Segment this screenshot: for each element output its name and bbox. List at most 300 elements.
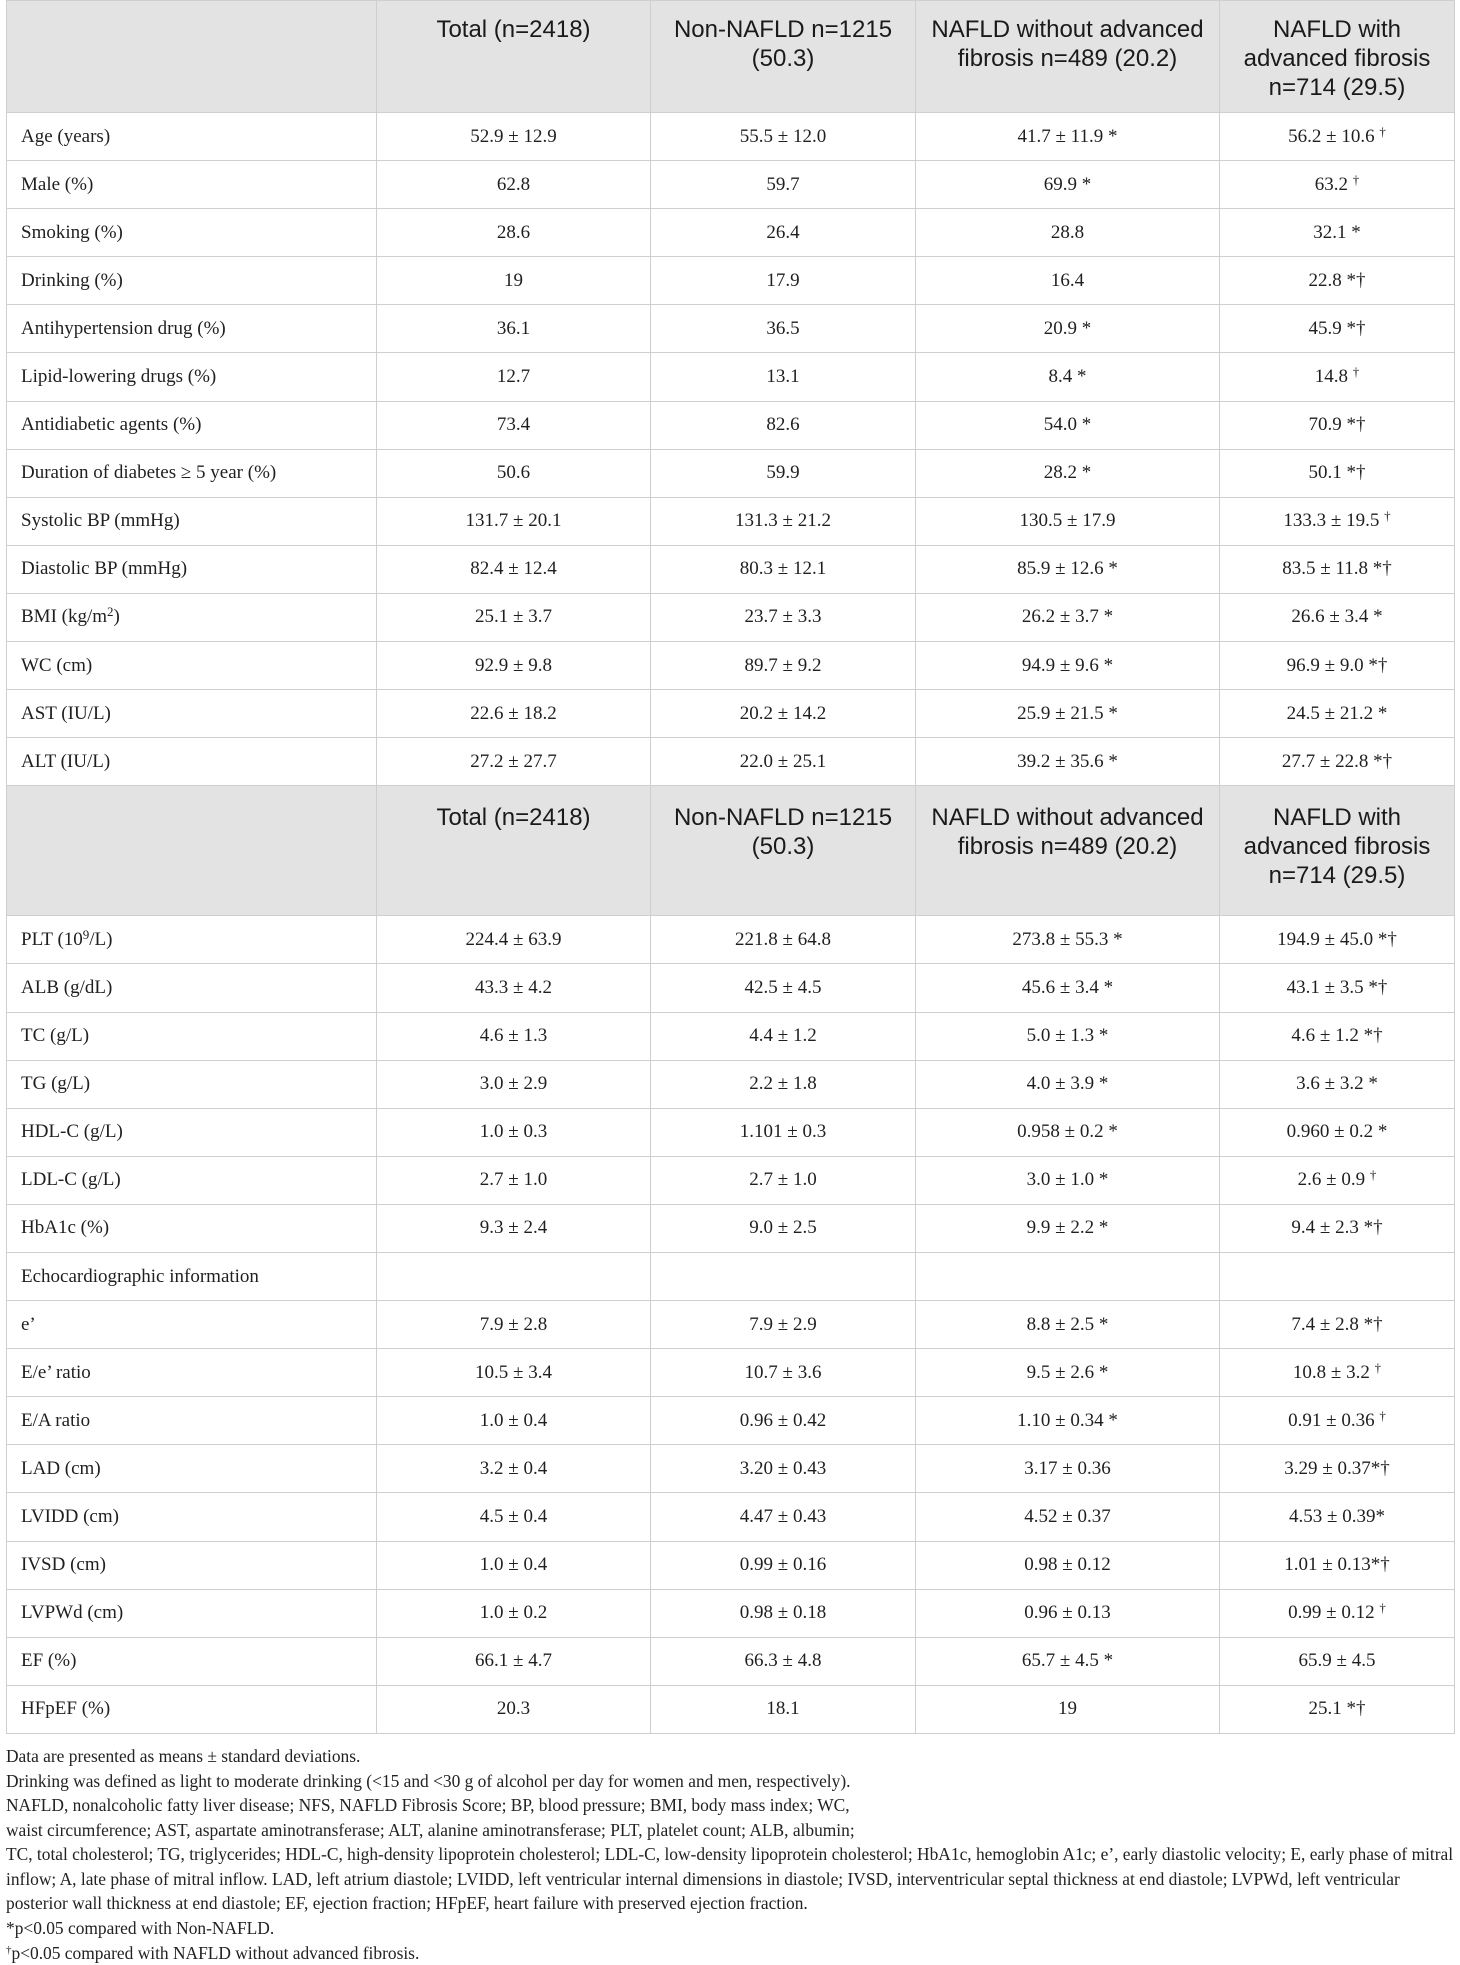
cell-non-nafld-value: 82.6 xyxy=(766,414,800,436)
table-row xyxy=(7,1349,1455,1397)
cell-nafld-with-fibrosis xyxy=(1220,1637,1455,1685)
cell-non-nafld-value: 13.1 xyxy=(766,366,800,388)
cell-total xyxy=(377,1397,651,1445)
cell-non-nafld xyxy=(651,1108,916,1156)
cell-nafld-with-fibrosis xyxy=(1220,1204,1455,1252)
cell-nafld-with-fibrosis-value: 9.4 ± 2.3 *† xyxy=(1291,1217,1383,1239)
cell-total xyxy=(377,642,651,690)
cell-nafld-without-fibrosis xyxy=(916,1589,1220,1637)
cell-total xyxy=(377,593,651,641)
cell-nafld-without-fibrosis xyxy=(916,449,1220,497)
cell-non-nafld xyxy=(651,964,916,1012)
cell-total xyxy=(377,497,651,545)
row-label xyxy=(7,1445,377,1493)
footnote-line: waist circumference; AST, aspartate aminotransferase; ALT, alanine aminotransferase; PLT, platelet count; ALB, albumin; xyxy=(6,1819,855,1840)
cell-nafld-without-fibrosis xyxy=(916,305,1220,353)
cell-nafld-without-fibrosis-value: 20.9 * xyxy=(1043,317,1092,339)
cell-non-nafld-value: 2.2 ± 1.8 xyxy=(749,1073,817,1095)
row-label xyxy=(7,1204,377,1252)
row-label xyxy=(7,449,377,497)
table-row xyxy=(7,497,1455,545)
row-label-text: ALT (IU/L) xyxy=(21,750,111,772)
cell-nafld-without-fibrosis xyxy=(916,1301,1220,1349)
cell-nafld-with-fibrosis xyxy=(1220,593,1455,641)
cell-nafld-without-fibrosis-value: 19 xyxy=(1058,1698,1077,1720)
cell-nafld-without-fibrosis xyxy=(916,1108,1220,1156)
cell-nafld-with-fibrosis xyxy=(1220,449,1455,497)
cell-non-nafld-value: 18.1 xyxy=(766,1698,800,1720)
row-label xyxy=(7,1397,377,1445)
table-row xyxy=(7,161,1455,209)
cell-nafld-without-fibrosis xyxy=(916,209,1220,257)
cell-non-nafld-value: 59.7 xyxy=(766,173,800,195)
table-row xyxy=(7,1156,1455,1204)
cell-total-value: 12.7 xyxy=(496,366,531,388)
cell-non-nafld xyxy=(651,161,916,209)
footnote-star: *p<0.05 compared with Non-NAFLD. xyxy=(6,1918,275,1939)
cell-total xyxy=(377,1685,651,1733)
cell-nafld-with-fibrosis-value: 70.9 *† xyxy=(1308,414,1366,436)
table-row xyxy=(7,353,1455,401)
table-row xyxy=(7,1397,1455,1445)
cell-non-nafld xyxy=(651,1541,916,1589)
cell-non-nafld-value: 3.20 ± 0.43 xyxy=(739,1457,827,1479)
row-label-text: Drinking (%) xyxy=(21,269,123,291)
cell-nafld-with-fibrosis-value: 32.1 * xyxy=(1313,221,1361,243)
cell-total xyxy=(377,1541,651,1589)
table-header-row xyxy=(7,1,1455,113)
cell-nafld-without-fibrosis-value: 54.0 * xyxy=(1043,414,1092,436)
footnote-line: Drinking was defined as light to moderate drinking (<15 and <30 g of alcohol per day for women and men, respectively). xyxy=(6,1770,851,1791)
cell-non-nafld xyxy=(651,353,916,401)
cell-total-value: 73.4 xyxy=(496,414,531,436)
cell-total-value: 224.4 ± 63.9 xyxy=(465,928,562,950)
cell-nafld-with-fibrosis-value: 4.53 ± 0.39* xyxy=(1289,1505,1385,1527)
cell-non-nafld-value: 0.96 ± 0.42 xyxy=(739,1409,827,1431)
row-label-text: PLT (10 xyxy=(21,928,83,950)
cell-non-nafld xyxy=(651,1252,916,1300)
row-label xyxy=(7,1349,377,1397)
cell-nafld-with-fibrosis xyxy=(1220,1493,1455,1541)
row-label xyxy=(7,1589,377,1637)
row-label-text: LVIDD (cm) xyxy=(21,1505,119,1527)
table-row xyxy=(7,1252,1455,1300)
row-label-text: Diastolic BP (mmHg) xyxy=(21,558,188,580)
table-row xyxy=(7,209,1455,257)
cell-total xyxy=(377,690,651,738)
row-label-text: Echocardiographic information xyxy=(21,1265,259,1287)
row-label-text: Lipid-lowering drugs (%) xyxy=(21,366,217,388)
cell-total xyxy=(377,1301,651,1349)
row-label-text: BMI (kg/m xyxy=(21,606,108,628)
row-label xyxy=(7,690,377,738)
row-label xyxy=(7,1252,377,1300)
cell-total-value: 7.9 ± 2.8 xyxy=(479,1313,548,1335)
cell-non-nafld xyxy=(651,916,916,964)
cell-nafld-with-fibrosis xyxy=(1220,964,1455,1012)
row-label-text: Age (years) xyxy=(21,125,111,147)
cell-total-value: 2.7 ± 1.0 xyxy=(479,1169,548,1191)
row-label xyxy=(7,964,377,1012)
cell-nafld-with-fibrosis xyxy=(1220,642,1455,690)
cell-non-nafld-value: 80.3 ± 12.1 xyxy=(739,558,827,580)
table-row xyxy=(7,1685,1455,1733)
cell-nafld-with-fibrosis-value: 83.5 ± 11.8 *† xyxy=(1282,558,1392,580)
row-label xyxy=(7,1685,377,1733)
cell-non-nafld-value: 23.7 ± 3.3 xyxy=(744,606,822,628)
cell-non-nafld-value: 7.9 ± 2.9 xyxy=(749,1313,817,1335)
cell-total xyxy=(377,1108,651,1156)
cell-nafld-with-fibrosis-value: 7.4 ± 2.8 *† xyxy=(1291,1313,1383,1335)
cell-nafld-with-fibrosis xyxy=(1220,916,1455,964)
cell-nafld-without-fibrosis-value: 4.0 ± 3.9 * xyxy=(1026,1073,1109,1095)
cell-nafld-with-fibrosis-value: 194.9 ± 45.0 *† xyxy=(1277,928,1397,950)
cell-nafld-without-fibrosis-value: 273.8 ± 55.3 * xyxy=(1012,928,1123,950)
cell-nafld-without-fibrosis-value: 69.9 * xyxy=(1043,173,1092,195)
cell-nafld-without-fibrosis xyxy=(916,738,1220,786)
row-label-text: EF (%) xyxy=(21,1650,77,1672)
cell-non-nafld-value: 4.4 ± 1.2 xyxy=(749,1025,817,1047)
row-label-text: E/e’ ratio xyxy=(21,1361,91,1383)
cell-nafld-with-fibrosis xyxy=(1220,401,1455,449)
cell-total xyxy=(377,353,651,401)
cell-nafld-without-fibrosis-value: 25.9 ± 21.5 * xyxy=(1017,702,1118,724)
cell-nafld-without-fibrosis-value: 85.9 ± 12.6 * xyxy=(1017,558,1118,580)
cell-total xyxy=(377,305,651,353)
cell-nafld-without-fibrosis-value: 5.0 ± 1.3 * xyxy=(1026,1025,1109,1047)
cell-non-nafld-value: 131.3 ± 21.2 xyxy=(735,510,831,532)
cell-non-nafld xyxy=(651,1637,916,1685)
cell-nafld-without-fibrosis xyxy=(916,1204,1220,1252)
row-label xyxy=(7,593,377,641)
cell-nafld-without-fibrosis xyxy=(916,593,1220,641)
cell-nafld-without-fibrosis-value: 94.9 ± 9.6 * xyxy=(1021,654,1114,676)
row-label xyxy=(7,642,377,690)
cell-non-nafld-value: 1.101 ± 0.3 xyxy=(739,1121,827,1143)
cell-nafld-with-fibrosis xyxy=(1220,1060,1455,1108)
cell-nafld-with-fibrosis xyxy=(1220,497,1455,545)
row-label xyxy=(7,916,377,964)
row-label xyxy=(7,1301,377,1349)
cell-nafld-without-fibrosis-value: 0.958 ± 0.2 * xyxy=(1017,1121,1118,1143)
cell-nafld-with-fibrosis xyxy=(1220,305,1455,353)
cell-nafld-with-fibrosis-value: 24.5 ± 21.2 * xyxy=(1286,702,1388,724)
row-label-text: LAD (cm) xyxy=(21,1457,101,1479)
cell-nafld-with-fibrosis xyxy=(1220,1108,1455,1156)
row-label-text: Systolic BP (mmHg) xyxy=(21,510,180,532)
cell-nafld-without-fibrosis xyxy=(916,353,1220,401)
cell-nafld-with-fibrosis-value: 25.1 *† xyxy=(1308,1698,1366,1720)
cell-nafld-with-fibrosis xyxy=(1220,257,1455,305)
cell-nafld-with-fibrosis-value: 2.6 ± 0.9 xyxy=(1297,1169,1366,1191)
header-nafld-with-fibrosis: NAFLD with advanced fibrosis n=714 (29.5) xyxy=(1220,1,1455,113)
cell-nafld-without-fibrosis xyxy=(916,916,1220,964)
cell-nafld-with-fibrosis xyxy=(1220,1589,1455,1637)
cell-non-nafld xyxy=(651,1445,916,1493)
cell-nafld-without-fibrosis xyxy=(916,1493,1220,1541)
cell-total-value: 1.0 ± 0.4 xyxy=(479,1554,548,1576)
row-label xyxy=(7,401,377,449)
cell-total xyxy=(377,449,651,497)
cell-total xyxy=(377,257,651,305)
table-row xyxy=(7,1012,1455,1060)
cell-nafld-without-fibrosis xyxy=(916,964,1220,1012)
cell-nafld-with-fibrosis-value: 96.9 ± 9.0 *† xyxy=(1286,654,1388,676)
table-row xyxy=(7,1445,1455,1493)
cell-total-value: 66.1 ± 4.7 xyxy=(475,1650,552,1672)
cell-nafld-without-fibrosis xyxy=(916,1060,1220,1108)
cell-total xyxy=(377,1012,651,1060)
row-label-text: AST (IU/L) xyxy=(21,702,111,724)
cell-total xyxy=(377,1349,651,1397)
cell-non-nafld xyxy=(651,305,916,353)
cell-nafld-without-fibrosis xyxy=(916,1397,1220,1445)
cell-nafld-without-fibrosis-value: 26.2 ± 3.7 * xyxy=(1021,606,1114,628)
row-label-text: WC (cm) xyxy=(21,654,93,676)
header-total: Total (n=2418) xyxy=(377,786,651,916)
cell-total-value: 43.3 ± 4.2 xyxy=(475,976,552,998)
footnote-line: TC, total cholesterol; TG, triglycerides; HDL-C, high-density lipoprotein cholesterol; LDL-C, low-density lipoprotein cholesterol; HbA1c, hemoglobin A1c; e’, early diastolic velocity; E, early phase of mitral inflow; A, late phase of mitral inflow. LAD, left atrium diastole; LVIDD, left ventricular internal dimensions in diastole; IVSD, interventricular septal thickness at end diastole; LVPWd, left ventricular posterior wall thickness at end diastole; EF, ejection fraction; HFpEF, heart failure with preserved ejection fraction. xyxy=(6,1844,1454,1914)
dagger-mark: † xyxy=(1379,1600,1386,1616)
cell-total-value: 36.1 xyxy=(496,317,531,339)
row-label-suffix: /L) xyxy=(89,928,113,950)
cell-total-value: 10.5 ± 3.4 xyxy=(475,1361,552,1383)
cell-nafld-without-fibrosis xyxy=(916,1445,1220,1493)
cell-total xyxy=(377,113,651,161)
table-row xyxy=(7,545,1455,593)
cell-non-nafld xyxy=(651,1060,916,1108)
cell-nafld-without-fibrosis-value: 45.6 ± 3.4 * xyxy=(1021,976,1114,998)
table-row xyxy=(7,1637,1455,1685)
table-row xyxy=(7,1301,1455,1349)
cell-nafld-with-fibrosis-value: 63.2 xyxy=(1314,173,1348,195)
cell-total-value: 4.5 ± 0.4 xyxy=(479,1505,548,1527)
header-nafld-without-fibrosis: NAFLD without advanced fibrosis n=489 (20.2) xyxy=(916,1,1220,113)
cell-non-nafld-value: 42.5 ± 4.5 xyxy=(744,976,822,998)
row-label-text: E/A ratio xyxy=(21,1409,91,1431)
header-blank-cell xyxy=(7,786,377,916)
cell-non-nafld xyxy=(651,257,916,305)
cell-non-nafld xyxy=(651,209,916,257)
table-row xyxy=(7,690,1455,738)
cell-total-value: 27.2 ± 27.7 xyxy=(470,750,557,772)
row-label xyxy=(7,1156,377,1204)
cell-non-nafld-value: 59.9 xyxy=(766,462,800,484)
row-label xyxy=(7,353,377,401)
cell-non-nafld xyxy=(651,1397,916,1445)
cell-total-value: 25.1 ± 3.7 xyxy=(475,606,552,628)
cell-total xyxy=(377,964,651,1012)
cell-nafld-with-fibrosis-value: 3.29 ± 0.37*† xyxy=(1284,1457,1390,1479)
cell-nafld-without-fibrosis xyxy=(916,642,1220,690)
row-label xyxy=(7,1060,377,1108)
cell-nafld-with-fibrosis-value: 0.91 ± 0.36 xyxy=(1288,1409,1375,1431)
table-row xyxy=(7,916,1455,964)
cell-total-value: 9.3 ± 2.4 xyxy=(479,1217,548,1239)
cell-total xyxy=(377,738,651,786)
cell-nafld-without-fibrosis xyxy=(916,1637,1220,1685)
dagger-note-text: p<0.05 compared with NAFLD without advanced fibrosis. xyxy=(11,1942,420,1963)
dagger-mark: † xyxy=(1384,508,1391,524)
cell-total-value: 1.0 ± 0.2 xyxy=(479,1602,548,1624)
footnote-line: NAFLD, nonalcoholic fatty liver disease; NFS, NAFLD Fibrosis Score; BP, blood pressure; BMI, body mass index; WC, xyxy=(6,1795,850,1816)
row-label xyxy=(7,257,377,305)
cell-nafld-with-fibrosis-value: 3.6 ± 3.2 * xyxy=(1296,1073,1378,1095)
row-label xyxy=(7,1541,377,1589)
cell-non-nafld xyxy=(651,401,916,449)
cell-nafld-without-fibrosis-value: 3.0 ± 1.0 * xyxy=(1026,1169,1109,1191)
dagger-mark: † xyxy=(1352,364,1360,380)
cell-non-nafld-value: 9.0 ± 2.5 xyxy=(749,1217,817,1239)
dagger-mark: † xyxy=(6,1943,12,1956)
cell-non-nafld-value: 89.7 ± 9.2 xyxy=(744,654,822,676)
cell-total-value: 3.0 ± 2.9 xyxy=(479,1073,548,1095)
row-label xyxy=(7,161,377,209)
cell-non-nafld xyxy=(651,738,916,786)
cell-non-nafld xyxy=(651,690,916,738)
cell-nafld-with-fibrosis xyxy=(1220,1252,1455,1300)
row-label-text: HDL-C (g/L) xyxy=(21,1121,123,1143)
cell-nafld-without-fibrosis-value: 1.10 ± 0.34 * xyxy=(1017,1409,1118,1431)
row-label-text: LDL-C (g/L) xyxy=(21,1169,121,1191)
table-row xyxy=(7,593,1455,641)
cell-nafld-with-fibrosis-value: 0.99 ± 0.12 xyxy=(1288,1602,1375,1624)
cell-nafld-without-fibrosis xyxy=(916,1252,1220,1300)
cell-total xyxy=(377,1493,651,1541)
dagger-mark: † xyxy=(1352,171,1360,187)
row-label-text: Antidiabetic agents (%) xyxy=(21,414,202,436)
cell-nafld-without-fibrosis-value: 28.2 * xyxy=(1043,462,1092,484)
table-row xyxy=(7,305,1455,353)
cell-total-value: 50.6 xyxy=(496,462,531,484)
table-row xyxy=(7,642,1455,690)
cell-nafld-without-fibrosis-value: 9.9 ± 2.2 * xyxy=(1026,1217,1109,1239)
row-label-suffix: ) xyxy=(113,606,120,628)
cell-nafld-with-fibrosis-value: 65.9 ± 4.5 xyxy=(1298,1650,1376,1672)
cell-nafld-with-fibrosis-value: 1.01 ± 0.13*† xyxy=(1284,1554,1390,1576)
cell-total xyxy=(377,1060,651,1108)
row-label-text: TC (g/L) xyxy=(21,1025,90,1047)
cell-nafld-without-fibrosis-value: 4.52 ± 0.37 xyxy=(1024,1505,1111,1527)
dagger-mark: † xyxy=(1379,1407,1386,1423)
cell-total-value: 131.7 ± 20.1 xyxy=(465,510,562,532)
cell-nafld-without-fibrosis-value: 0.98 ± 0.12 xyxy=(1024,1554,1111,1576)
cell-non-nafld-value: 66.3 ± 4.8 xyxy=(744,1650,822,1672)
cell-nafld-without-fibrosis xyxy=(916,257,1220,305)
table-header-row-repeat xyxy=(7,786,1455,916)
cell-nafld-with-fibrosis-value: 45.9 *† xyxy=(1308,317,1366,339)
cell-nafld-without-fibrosis xyxy=(916,161,1220,209)
cell-nafld-with-fibrosis xyxy=(1220,353,1455,401)
header-nafld-with-fibrosis: NAFLD with advanced fibrosis n=714 (29.5) xyxy=(1220,786,1455,916)
table-row xyxy=(7,449,1455,497)
cell-total xyxy=(377,1156,651,1204)
cell-non-nafld-value: 4.47 ± 0.43 xyxy=(739,1505,827,1527)
cell-total xyxy=(377,1252,651,1300)
row-label xyxy=(7,1493,377,1541)
cell-non-nafld xyxy=(651,113,916,161)
header-non-nafld: Non-NAFLD n=1215 (50.3) xyxy=(651,786,916,916)
cell-non-nafld-value: 20.2 ± 14.2 xyxy=(739,702,827,724)
cell-non-nafld xyxy=(651,593,916,641)
cell-nafld-with-fibrosis-value: 22.8 *† xyxy=(1308,269,1366,291)
cell-total xyxy=(377,161,651,209)
row-label-text: HbA1c (%) xyxy=(21,1217,110,1239)
cell-total-value: 28.6 xyxy=(496,221,531,243)
cell-non-nafld-value: 0.98 ± 0.18 xyxy=(739,1602,827,1624)
cell-non-nafld-value: 221.8 ± 64.8 xyxy=(735,928,831,950)
row-label xyxy=(7,1637,377,1685)
cell-total xyxy=(377,1204,651,1252)
cell-non-nafld xyxy=(651,642,916,690)
row-label-text: Smoking (%) xyxy=(21,221,123,243)
row-label xyxy=(7,1108,377,1156)
row-label xyxy=(7,113,377,161)
table-row xyxy=(7,1060,1455,1108)
cell-total xyxy=(377,401,651,449)
row-label xyxy=(7,209,377,257)
cell-total xyxy=(377,1637,651,1685)
row-label-text: HFpEF (%) xyxy=(21,1698,111,1720)
cell-non-nafld xyxy=(651,545,916,593)
table-row xyxy=(7,1493,1455,1541)
cell-nafld-without-fibrosis-value: 8.8 ± 2.5 * xyxy=(1026,1313,1109,1335)
cell-nafld-without-fibrosis-value: 3.17 ± 0.36 xyxy=(1024,1457,1111,1479)
row-label xyxy=(7,1012,377,1060)
row-label-text: Duration of diabetes ≥ 5 year (%) xyxy=(21,462,277,484)
cell-nafld-without-fibrosis xyxy=(916,1012,1220,1060)
cell-non-nafld xyxy=(651,1301,916,1349)
header-blank-cell xyxy=(7,1,377,113)
cell-nafld-with-fibrosis xyxy=(1220,1445,1455,1493)
row-label xyxy=(7,545,377,593)
cell-nafld-without-fibrosis-value: 39.2 ± 35.6 * xyxy=(1017,750,1118,772)
cell-non-nafld-value: 36.5 xyxy=(766,317,800,339)
table-row xyxy=(7,401,1455,449)
cell-non-nafld xyxy=(651,449,916,497)
cell-non-nafld xyxy=(651,1012,916,1060)
cell-nafld-without-fibrosis-value: 28.8 xyxy=(1050,221,1085,243)
dagger-mark: † xyxy=(1379,123,1386,139)
row-label xyxy=(7,497,377,545)
cell-total-value: 20.3 xyxy=(496,1698,531,1720)
cell-non-nafld xyxy=(651,1156,916,1204)
cell-non-nafld xyxy=(651,1204,916,1252)
footnote-dagger xyxy=(6,1941,1454,1965)
cell-nafld-without-fibrosis xyxy=(916,1156,1220,1204)
cell-nafld-without-fibrosis-value: 8.4 * xyxy=(1048,366,1087,388)
table-row xyxy=(7,1541,1455,1589)
cell-nafld-without-fibrosis xyxy=(916,545,1220,593)
cell-nafld-with-fibrosis xyxy=(1220,113,1455,161)
cell-nafld-with-fibrosis-value: 56.2 ± 10.6 xyxy=(1288,125,1375,147)
cell-non-nafld-value: 17.9 xyxy=(766,269,800,291)
cell-total-value: 1.0 ± 0.4 xyxy=(479,1409,548,1431)
baseline-characteristics-document xyxy=(6,0,1454,1965)
cell-non-nafld-value: 55.5 ± 12.0 xyxy=(739,125,827,147)
cell-nafld-with-fibrosis-value: 43.1 ± 3.5 *† xyxy=(1286,976,1388,998)
cell-nafld-with-fibrosis-value: 50.1 *† xyxy=(1308,462,1366,484)
cell-total-value: 3.2 ± 0.4 xyxy=(479,1457,548,1479)
cell-nafld-with-fibrosis xyxy=(1220,1301,1455,1349)
cell-nafld-with-fibrosis xyxy=(1220,1397,1455,1445)
table-body xyxy=(7,1,1455,1734)
cell-nafld-without-fibrosis xyxy=(916,113,1220,161)
cell-nafld-with-fibrosis-value: 27.7 ± 22.8 *† xyxy=(1281,750,1393,772)
cell-total xyxy=(377,1445,651,1493)
cell-nafld-without-fibrosis-value: 65.7 ± 4.5 * xyxy=(1021,1650,1114,1672)
cell-nafld-with-fibrosis xyxy=(1220,1156,1455,1204)
